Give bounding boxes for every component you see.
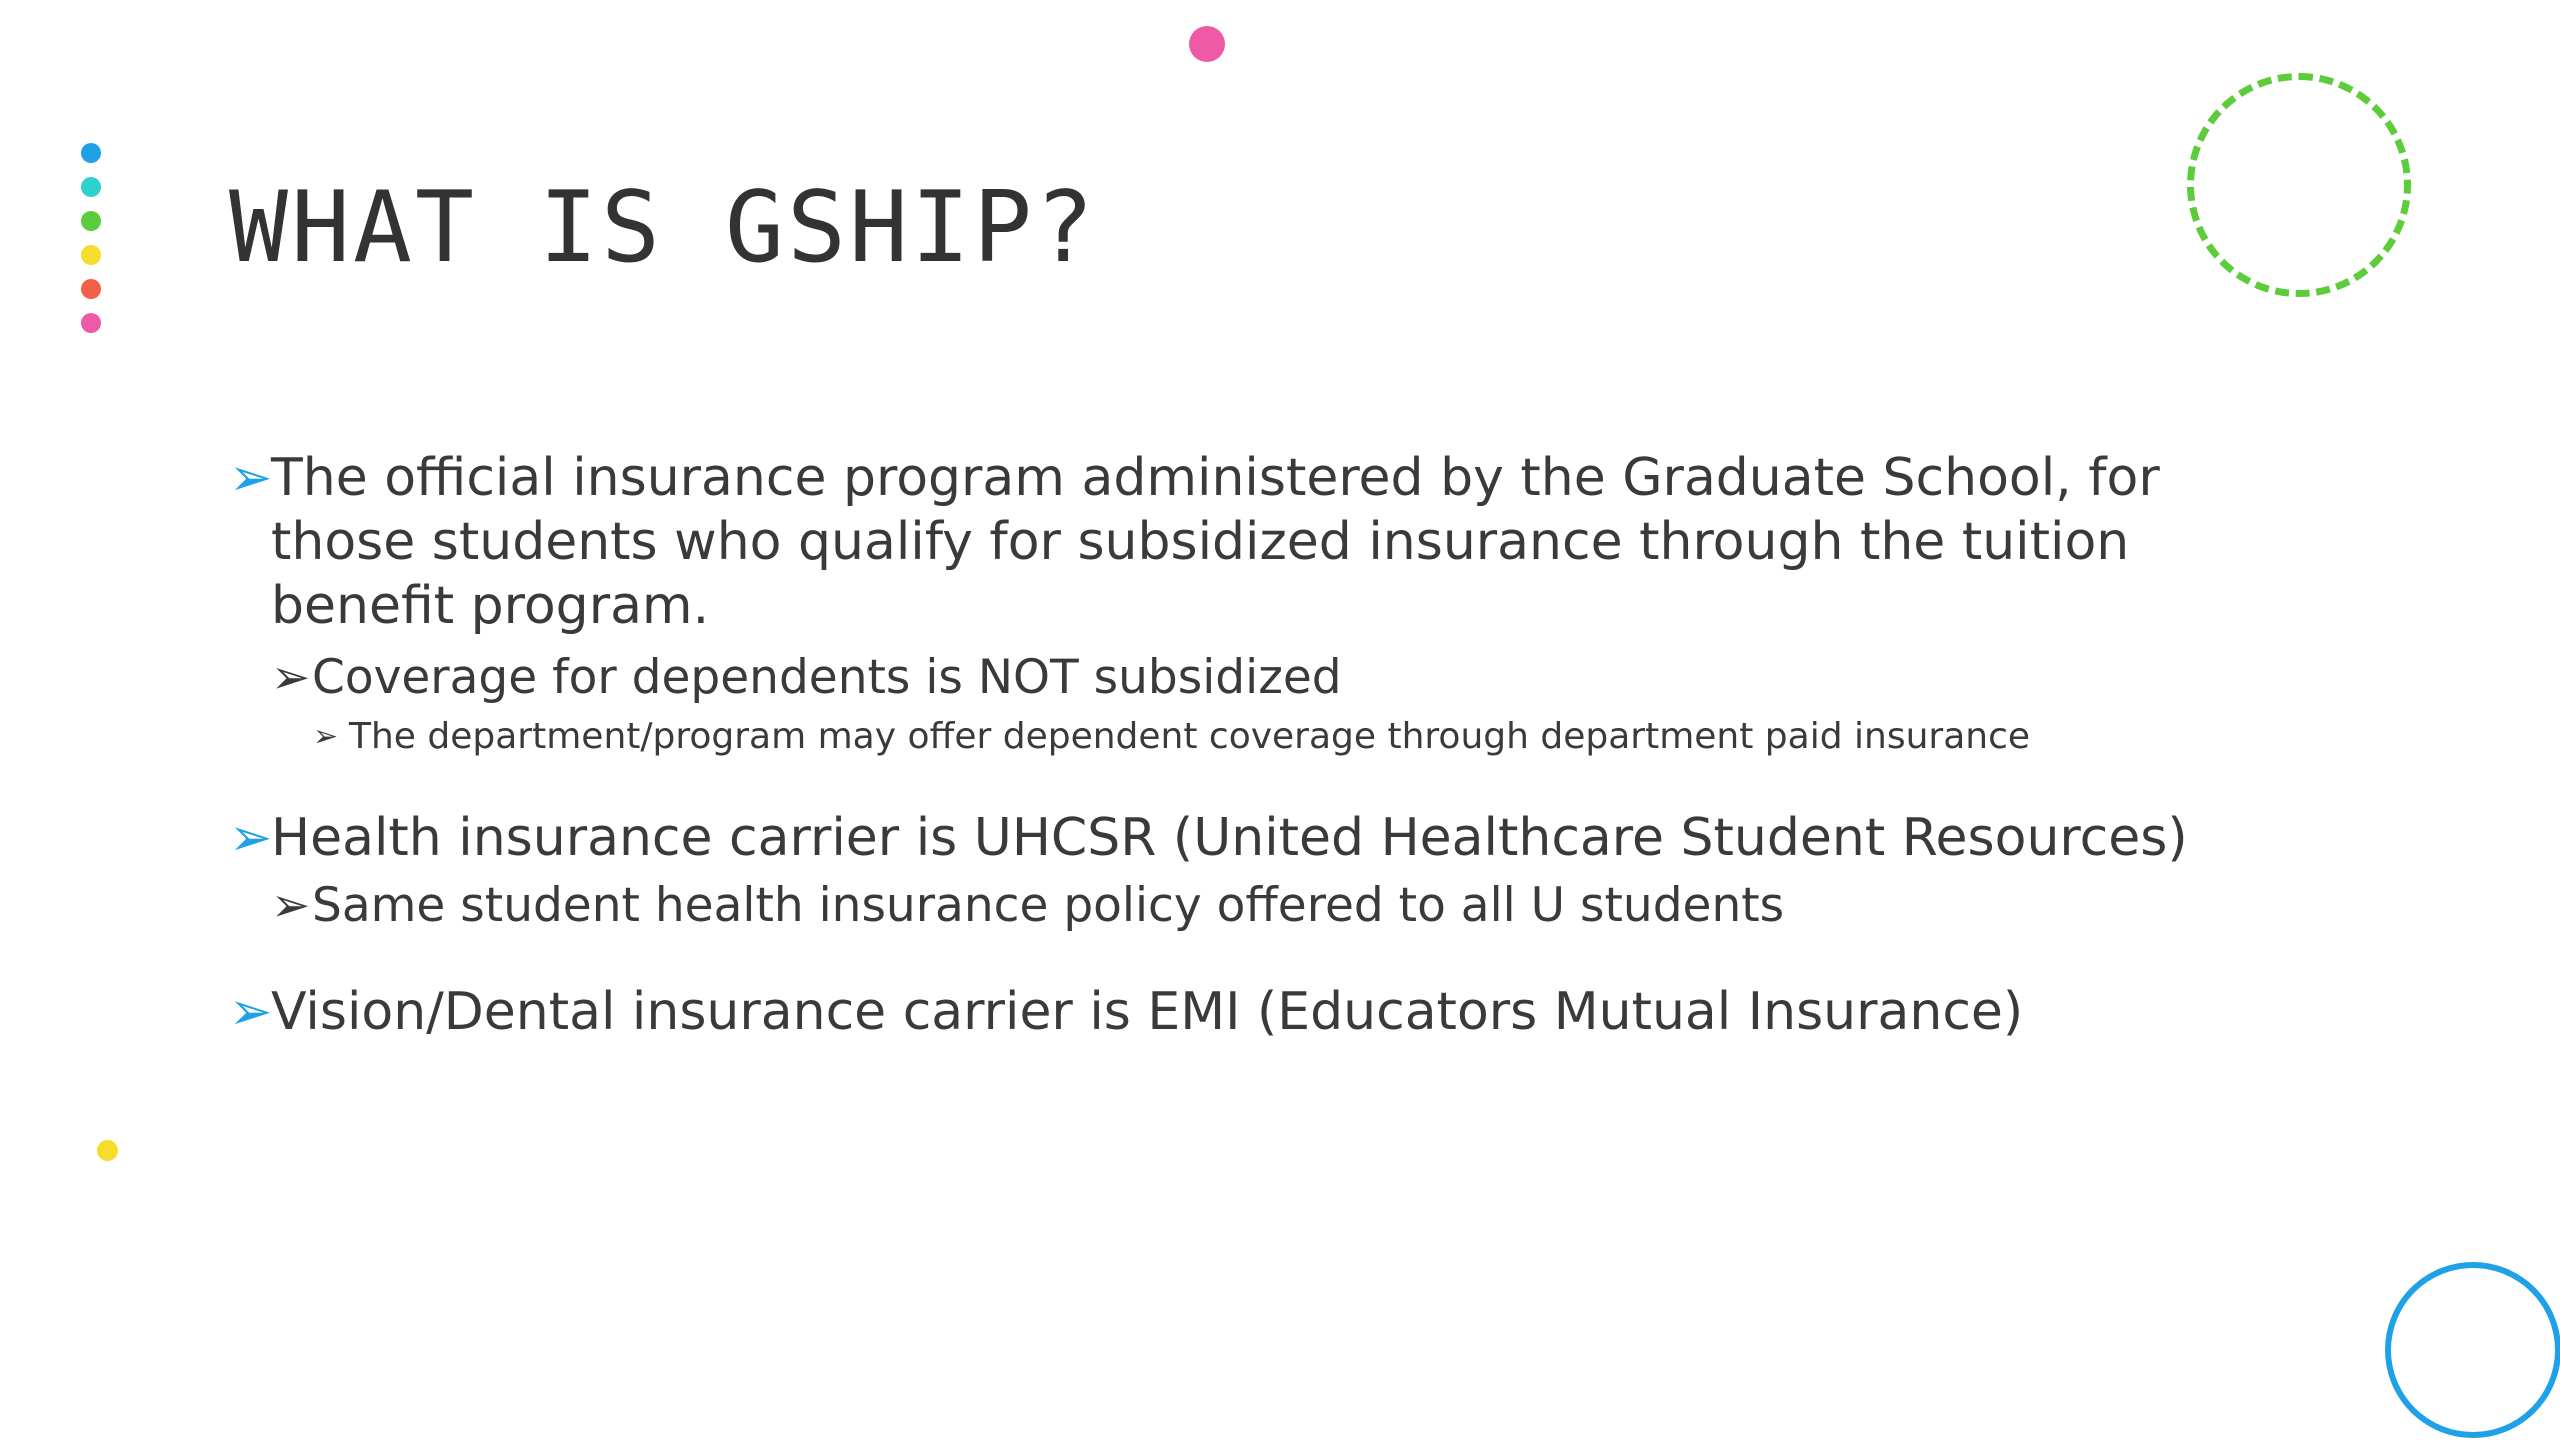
bullet-official-program xyxy=(229,446,2309,638)
bullet-text: Health insurance carrier is UHCSR (United Healthcare Student Resources) xyxy=(271,808,2188,868)
bullet-department-coverage xyxy=(229,712,2309,762)
left-dot-blue xyxy=(81,143,101,163)
bullet-vision-dental-carrier xyxy=(229,980,2309,1044)
slide-title: WHAT IS GSHIP? xyxy=(229,171,1098,285)
arrow-bullet-icon: ➢ xyxy=(271,650,311,705)
arrow-bullet-icon: ➢ xyxy=(229,808,273,868)
arrow-bullet-icon: ➢ xyxy=(229,982,273,1042)
arrow-bullet-icon: ➢ xyxy=(313,719,339,754)
bullet-health-carrier xyxy=(229,806,2309,870)
bullet-text: The official insurance program administered by the Graduate School, for those students who qualify for subsidized insurance through the tuition benefit program. xyxy=(271,448,2160,636)
bullet-same-policy xyxy=(229,876,2309,936)
left-dot-green xyxy=(81,211,101,231)
dashed-green-ring xyxy=(2187,73,2411,297)
bullet-list xyxy=(229,446,2309,1044)
arrow-bullet-icon: ➢ xyxy=(271,878,311,933)
bullet-dependents-coverage xyxy=(229,648,2309,708)
arrow-bullet-icon: ➢ xyxy=(229,448,273,508)
bullet-text: Coverage for dependents is NOT subsidized xyxy=(312,650,1342,705)
bullet-text: Same student health insurance policy offered to all U students xyxy=(312,878,1785,933)
left-dot-orange xyxy=(81,279,101,299)
top-pink-dot xyxy=(1189,26,1225,62)
bullet-text: The department/program may offer dependent coverage through department paid insurance xyxy=(349,716,2031,757)
blue-ring xyxy=(2385,1262,2560,1438)
bottom-left-yellow-dot xyxy=(97,1140,118,1161)
left-dot-pink xyxy=(81,313,101,333)
bullet-text: Vision/Dental insurance carrier is EMI (Educators Mutual Insurance) xyxy=(271,982,2024,1042)
left-dot-teal xyxy=(81,177,101,197)
left-dot-yellow xyxy=(81,245,101,265)
